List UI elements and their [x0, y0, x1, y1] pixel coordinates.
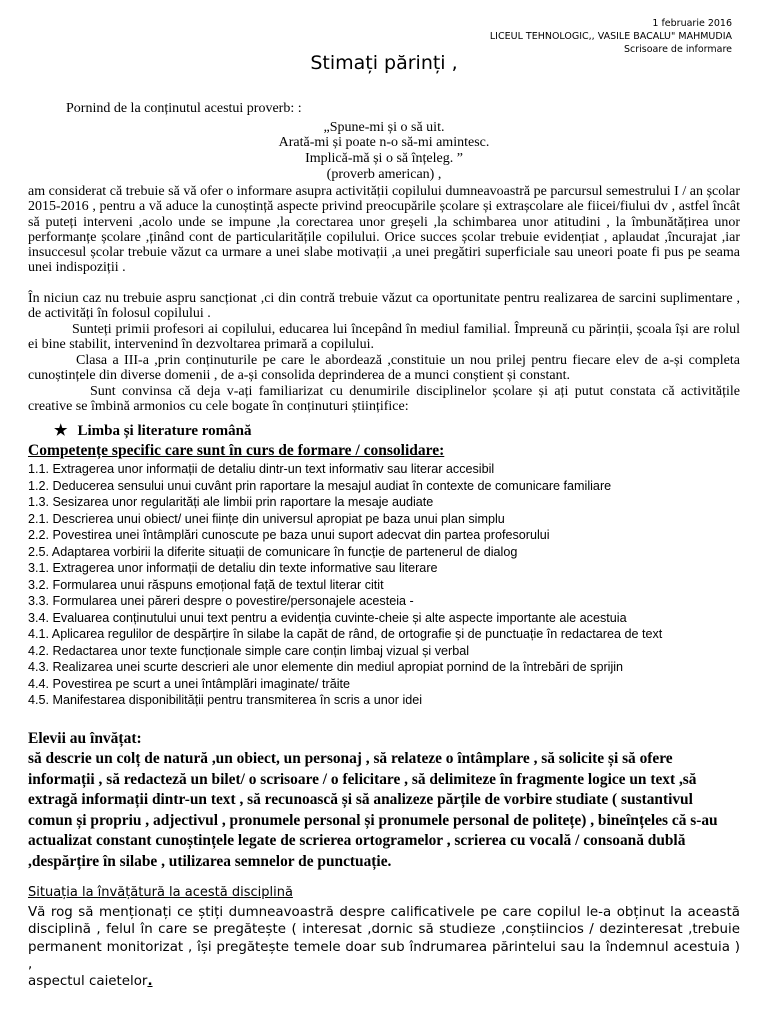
- aspect-text: aspectul caietelor: [28, 974, 148, 990]
- subject-heading: [54, 421, 251, 440]
- list-item: 4.5. Manifestarea disponibilității pentru transmiterea în scris a unor idei: [28, 693, 423, 707]
- paragraph-3: Sunteți primii profesori ai copilului, educarea lui începând în mediul familial. Împreună cu părinții, școala își are rolul ei bine stabilit, intervenind în dezvoltarea primară a copilului.: [28, 322, 740, 353]
- subject-name: Limba și literature română: [77, 423, 252, 439]
- list-item: 3.2. Formularea unui răspuns emoțional față de textul literar citit: [28, 577, 384, 592]
- intro-line: Pornind de la conținutul acestui proverb: :: [66, 101, 302, 116]
- paragraph-5: Sunt convinsa că deja v-ați familiarizat cu denumirile disciplinelor școlare și ați putut constata că activitățile creative se îmbină armonios cu cele bogate în conținuturi științifice:: [28, 384, 740, 415]
- list-item: 2.2. Povestirea unei întâmplări cunoscute pe baza unui suport adecvat din partea profesorului: [28, 528, 550, 542]
- header-doc-type: Scrisoare de informare: [623, 44, 732, 55]
- situation-body: [28, 904, 740, 990]
- list-item: 4.3. Realizarea unei scurte descrieri ale unor elemente din mediul apropiat pornind de la întrebări de sprijin: [28, 660, 624, 674]
- list-item: 3.1. Extragerea unor informații de detaliu din texte informative sau literare: [28, 561, 438, 575]
- paragraph-4: Clasa a III-a ,prin conținuturile pe care le abordează ,constituie un nou prilej pentru fiecare elev de a-și completa cunoștințele din diverse domenii , de a-și consolida deprinderea de a munci conștient și constant.: [28, 353, 740, 384]
- list-item: 2.5. Adaptarea vorbirii la diferite situații de comunicare în funcție de partenerul de dialog: [28, 544, 518, 559]
- list-item: 4.4. Povestirea pe scurt a unei întâmplări imaginate/ trăite: [28, 676, 351, 691]
- proverb-line-3: Implică-mă și o să înțeleg. ”: [305, 151, 463, 166]
- aspect-line: [28, 973, 740, 990]
- competences-list: [28, 461, 740, 709]
- list-item: 1.2. Deducerea sensului unui cuvânt prin raportare la mesajul audiat în contexte de comunicare familiare: [28, 478, 612, 493]
- learned-title: Elevii au învățat:: [28, 730, 142, 747]
- list-item: 3.4. Evaluarea conținutului unui text pentru a evidenția cuvinte-cheie și alte aspecte importante ale acestuia: [28, 610, 627, 625]
- list-item: 2.1. Descrierea unui obiect/ unei ființe din universul apropiat pe baza unui plan simplu: [28, 511, 505, 526]
- star-icon: ★: [54, 423, 68, 439]
- situation-text: Vă rog să menționați ce știți dumneavoastră despre calificativele pe care copilul le-a obținut la această disciplină , felul în care se pregătește ( interesat ,dornic să studieze ,conștiincios / dezinteresat ,trebuie permanent monitorizat , își pregătește temele doar sub îndrumarea părintelui sau la îndemnul acestuia ) ,: [28, 905, 740, 972]
- list-item: 4.1. Aplicarea regulilor de despărțire în silabe la capăt de rând, de ortografie și de punctuație în redactarea de text: [28, 627, 663, 641]
- list-item: 1.1. Extragerea unor informații de detaliu dintr-un text informativ sau literar accesibil: [28, 462, 495, 476]
- list-item: 4.2. Redactarea unor texte funcționale simple care conțin limbaj vizual și verbal: [28, 643, 470, 658]
- situation-title: Situația la învățătură la acestă disciplină: [28, 885, 293, 900]
- proverb-source: (proverb american) ,: [326, 167, 442, 182]
- paragraph-1: am considerat că trebuie să vă ofer o informare asupra activității copilului dumneavoastră pe parcursul semestrului I / an școlar 2015-2016 , pentru a vă aduce la cunoștință aspecte privind preocupările școlare și extrașcolare ale fiicei/fiului dv , astfel încât să puteți interveni ,acolo unde se impune ,la corectarea unor greșeli ,la schimbarea unor atitudini , la îmbunătățirea unor performanțe școlare ,ținând cont de particularitățile copilului. Orice succes școlar trebuie evidențiat , aplaudat ,încurajat ,iar insuccesul școlar trebuie văzut ca urmare a unei slabe motivații ,a unei pregătiri superficiale sau uneori poate fi pus pe seama unei indispoziții .: [28, 184, 740, 276]
- aspect-end: .: [147, 974, 153, 990]
- paragraph-2: În niciun caz nu trebuie aspru sancționat ,ci din contră trebuie văzut ca oportunitate pentru realizarea de sarcini suplimentare , de activități în folosul copilului .: [28, 291, 740, 322]
- learned-text: să descrie un colț de natură ,un obiect, un personaj , să relateze o întâmplare , să solicite și să ofere informații , să redacteză un bilet/ o scrisoare / o felicitare , să delimiteze în fragmente logice un text ,să extragă informații dintr-un text , să recunoască și să analizeze părțile de vorbire studiate ( sustantivul comun și propriu , adjectivul , pronumele personal și pronumele personal de politețe) , bineînțeles că s-au actualizat constant cunoștințele legate de scrierea ortogramelor , scrierea cu vocală / consoană dublă ,despărțire în silabe , utilizarea semnelor de punctuație.: [28, 750, 718, 870]
- header-school: LICEUL TEHNOLOGIC,, VASILE BACALU" MAHMUDIA: [489, 31, 732, 42]
- list-item: 1.3. Sesizarea unor regularități ale limbii prin raportare la mesaje audiate: [28, 495, 434, 509]
- letter-title: Stimați părinți ,: [310, 52, 458, 74]
- proverb-line-1: „Spune-mi și o să uit.: [323, 120, 445, 135]
- header-date: 1 februarie 2016: [652, 18, 732, 29]
- proverb-line-2: Arată-mi și poate n-o să-mi amintesc.: [278, 135, 490, 150]
- competences-title: Competențe specific care sunt în curs de formare / consolidare:: [28, 442, 445, 459]
- list-item: 3.3. Formularea unei păreri despre o povestire/personajele acesteia -: [28, 594, 414, 608]
